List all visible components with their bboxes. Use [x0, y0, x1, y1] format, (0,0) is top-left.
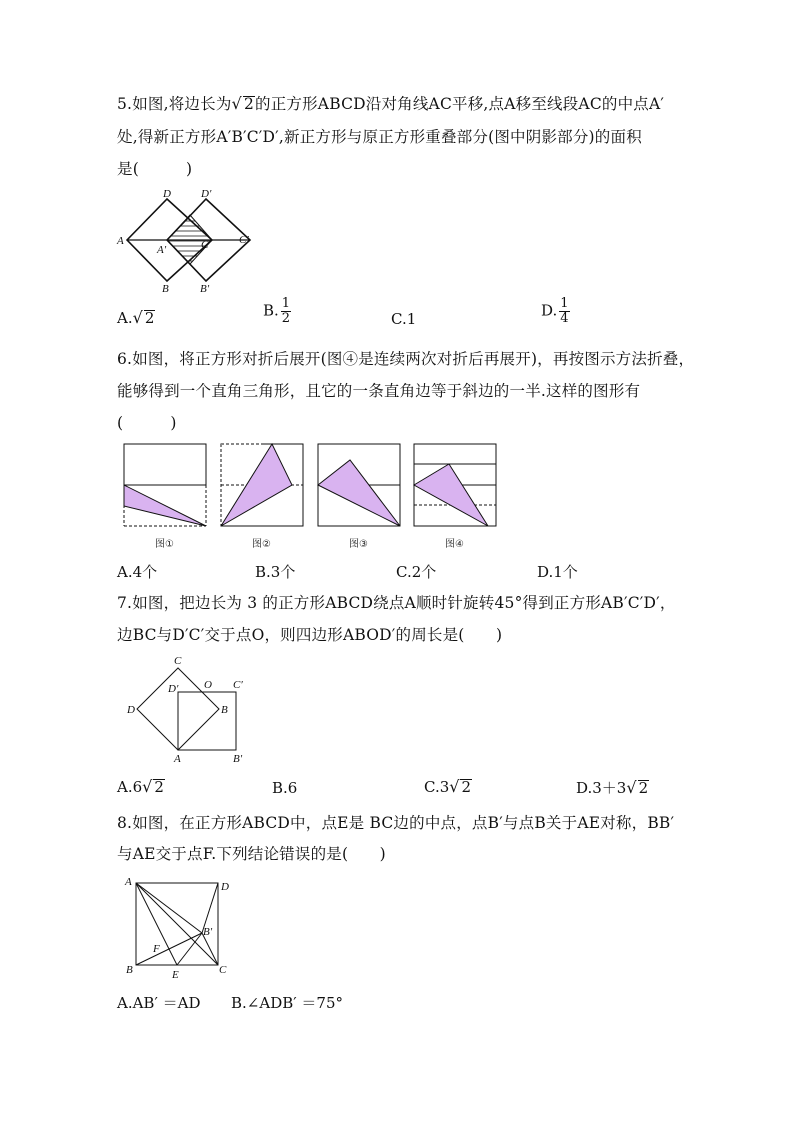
q5-option-b[interactable]: B. $\frac{1}{2}$	[263, 296, 291, 326]
q6-figure-2	[221, 444, 303, 526]
q7-label-d-prime: D′	[168, 683, 179, 695]
q8-label-d: D	[221, 881, 229, 893]
q6-line1: 6.如图，将正方形对折后展开(图④是连续两次对折后再展开)，再按图示方法折叠，	[117, 350, 695, 368]
q8-label-c: C	[219, 964, 227, 976]
q6-option-d[interactable]: D.1个	[537, 563, 578, 581]
q7-label-b: B	[221, 704, 228, 716]
q7-option-d[interactable]: D.3＋3√ 2	[576, 778, 649, 797]
q8-figure	[120, 872, 240, 984]
q7-label-d: D	[127, 704, 135, 716]
q8-label-e: E	[172, 969, 179, 981]
q7-line1: 7.如图，把边长为 3 的正方形ABCD绕点A顺时针旋转45°得到正方形AB′C′D′，	[117, 594, 676, 612]
q6-option-c[interactable]: C.2个	[396, 563, 437, 581]
q8-label-a: A	[125, 876, 132, 888]
q6-line2: 能够得到一个直角三角形，且它的一条直角边等于斜边的一半.这样的图形有	[117, 382, 641, 400]
q6-figures	[120, 440, 500, 530]
q7-label-c-prime: C′	[233, 679, 243, 691]
q5-label-a: A	[117, 235, 124, 247]
q6-caption-2: 图②	[252, 539, 271, 550]
q8-option-b[interactable]: B.∠ADB′ ＝75°	[231, 994, 344, 1012]
q6-figure-3	[318, 444, 400, 526]
q8-label-b: B	[126, 964, 133, 976]
q5-line2: 处,得新正方形A′B′C′D′,新正方形与原正方形重叠部分(图中阴影部分)的面积	[117, 128, 642, 146]
q7-label-b-prime: B′	[233, 753, 243, 765]
q6-option-a[interactable]: A.4个	[117, 563, 158, 581]
q8-option-a[interactable]: A.AB′ ＝AD	[117, 994, 201, 1012]
q8-label-f: F	[153, 943, 160, 955]
q5-label-c: C	[201, 239, 209, 251]
q7-line2: 边BC与D′C′交于点O，则四边形ABOD′的周长是( )	[117, 626, 503, 644]
q5-line3: 是( )	[117, 160, 193, 178]
q8-line1: 8.如图，在正方形ABCD中，点E是 BC边的中点，点B′与点B关于AE对称，BB′	[117, 814, 675, 832]
q5-line1: 5.如图,将边长为√ 2的正方形ABCD沿对角线AC平移,点A移至线段AC的中点A′	[117, 94, 665, 113]
q5-label-d: D	[163, 188, 171, 200]
q6-option-b[interactable]: B.3个	[255, 563, 296, 581]
q8-label-b-prime: B′	[203, 926, 213, 938]
q7-figure	[120, 652, 260, 770]
q5-label-a-prime: A′	[157, 244, 167, 256]
q5-label-b: B	[162, 283, 169, 295]
q5-option-c[interactable]: C.1	[391, 310, 417, 328]
q7-label-o: O	[204, 679, 212, 691]
q5-label-b-prime: B′	[200, 283, 210, 295]
q6-caption-4: 图④	[445, 539, 464, 550]
q6-figure-4	[414, 444, 496, 526]
q5-figure	[115, 185, 265, 295]
q7-option-a[interactable]: A.6√ 2	[117, 777, 164, 796]
q6-line3: ( )	[117, 414, 177, 432]
q6-caption-1: 图①	[155, 539, 174, 550]
q5-label-c-prime: C′	[239, 234, 249, 246]
q6-figure-1	[124, 444, 206, 526]
q7-option-c[interactable]: C.3√ 2	[424, 777, 472, 796]
q7-option-b[interactable]: B.6	[272, 779, 298, 797]
q5-option-a[interactable]: A.√ 2	[117, 308, 155, 327]
q6-caption-3: 图③	[349, 539, 368, 550]
q7-label-a: A	[174, 753, 181, 765]
q7-label-c: C	[174, 655, 182, 667]
q5-option-d[interactable]: D. $\frac{1}{4}$	[541, 296, 569, 326]
q8-line2: 与AE交于点F.下列结论错误的是( )	[117, 845, 386, 863]
q5-label-d-prime: D′	[201, 188, 212, 200]
